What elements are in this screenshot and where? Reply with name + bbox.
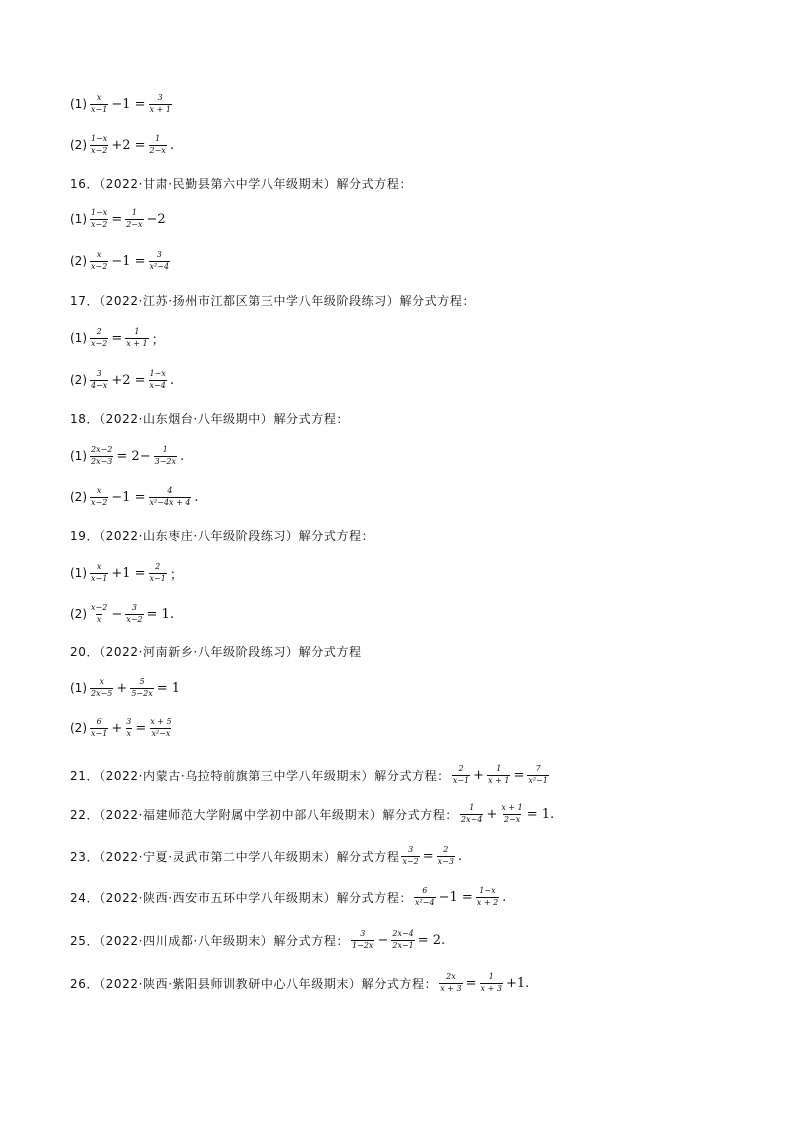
question-text: 22．（2022·福建师范大学附属中学初中部八年级期末）解分式方程：	[70, 807, 459, 822]
part-label: (2)	[70, 721, 87, 735]
fraction-numerator: x	[96, 93, 102, 103]
equation-line	[70, 132, 175, 158]
fraction-numerator: 3	[360, 929, 366, 939]
fraction-denominator: 2−x	[503, 814, 521, 824]
fraction	[149, 251, 171, 271]
fraction-denominator: x²−1	[528, 775, 548, 785]
fraction-numerator: 1	[469, 803, 475, 813]
equation-operator: +	[486, 806, 498, 822]
equation-operator: +2 =	[111, 372, 146, 388]
equation	[88, 328, 166, 348]
equation-operator: =	[111, 330, 123, 346]
fraction-denominator: 2x−5	[91, 688, 113, 698]
equation-line	[70, 675, 181, 701]
equation	[349, 930, 446, 950]
fraction-numerator: x + 5	[150, 717, 172, 727]
fraction	[480, 973, 503, 993]
part-label: (2)	[70, 490, 87, 504]
part-label: (2)	[70, 607, 87, 621]
fraction	[90, 251, 108, 271]
fraction-denominator: x + 1	[126, 338, 148, 348]
fraction-numerator: 3	[157, 93, 163, 103]
fraction-numerator: 6	[422, 886, 428, 896]
equation-operator: −	[377, 932, 389, 948]
fraction	[90, 718, 108, 738]
equation	[437, 973, 530, 993]
fraction	[149, 718, 172, 738]
fraction-numerator: 4	[167, 486, 173, 496]
fraction	[90, 94, 108, 114]
fraction-numerator: 5	[139, 677, 145, 687]
fraction	[476, 887, 499, 907]
question-heading	[70, 522, 374, 548]
fraction	[90, 370, 108, 390]
fraction-denominator: x−2	[91, 219, 108, 229]
equation	[88, 604, 175, 624]
equation-operator: .	[502, 889, 507, 905]
fraction-numerator: 3	[156, 250, 162, 260]
equation-operator: −1 =	[111, 489, 146, 505]
fraction-numerator: 7	[535, 764, 541, 774]
equation-line	[70, 91, 174, 117]
part-label: (1)	[70, 212, 87, 226]
fraction-numerator: x	[96, 562, 102, 572]
equation-operator: =	[111, 211, 123, 227]
fraction-denominator: 2−x	[126, 219, 143, 229]
equation-line	[70, 560, 184, 586]
fraction	[437, 846, 455, 866]
fraction-denominator: 4−x	[91, 380, 108, 390]
equation-operator: = 1.	[526, 806, 555, 822]
fraction-numerator: 1	[162, 445, 168, 455]
equation-operator: =	[513, 767, 525, 783]
fraction-denominator: x	[96, 614, 102, 624]
fraction-denominator: x + 3	[440, 983, 462, 993]
fraction	[487, 765, 510, 785]
equation-line	[70, 715, 175, 741]
fraction-denominator: 2x−4	[461, 814, 483, 824]
part-label: (1)	[70, 449, 87, 463]
fraction-numerator: 1−x	[149, 369, 166, 379]
fraction-denominator: x−1	[91, 728, 108, 738]
question-text: 16．（2022·甘肃·民勤县第六中学八年级期末）解分式方程：	[70, 176, 413, 191]
equation-operator: =	[465, 975, 477, 991]
fraction-numerator: 1	[488, 972, 494, 982]
fraction-denominator: x²−4	[415, 897, 435, 907]
fraction	[527, 765, 549, 785]
equation	[88, 678, 181, 698]
fraction-denominator: 1−2x	[352, 940, 374, 950]
fraction-numerator: 2x−4	[392, 929, 414, 939]
fraction-denominator: x−1	[91, 104, 108, 114]
equation	[88, 135, 175, 155]
fraction-numerator: 2x	[446, 972, 456, 982]
fraction	[452, 765, 470, 785]
equation	[399, 846, 463, 866]
equation-line	[70, 601, 175, 627]
fraction	[125, 328, 148, 348]
equation-line	[70, 484, 200, 510]
question-text: 24．（2022·陕西·西安市五环中学八年级期末）解分式方程：	[70, 890, 413, 905]
fraction	[90, 678, 113, 698]
equation-operator: −1 =	[438, 889, 473, 905]
equation-line	[70, 927, 446, 953]
fraction	[149, 370, 167, 390]
question-text: 23．（2022·宁夏·灵武市第二中学八年级期末）解分式方程	[70, 849, 400, 864]
question-heading	[70, 405, 349, 431]
fraction-numerator: 1	[496, 764, 502, 774]
fraction	[149, 135, 167, 155]
fraction-denominator: 2−x	[149, 145, 166, 155]
equation-operator: +	[111, 720, 123, 736]
fraction-denominator: 3−2x	[154, 456, 177, 466]
equation-operator: −	[111, 606, 123, 622]
fraction	[460, 804, 483, 824]
fraction-numerator: x−2	[91, 603, 108, 613]
fraction-numerator: 1−x	[479, 886, 496, 896]
equation-operator: .	[457, 848, 463, 864]
equation-operator: +1.	[505, 975, 530, 991]
equation-operator: −2	[146, 211, 166, 227]
question-text: 19．（2022·山东枣庄·八年级阶段练习）解分式方程：	[70, 528, 375, 543]
equation	[88, 487, 200, 507]
equation-line	[70, 248, 172, 274]
fraction-denominator: x²−4	[149, 261, 170, 271]
fraction-numerator: x + 1	[501, 803, 523, 813]
question-text: 26．（2022·陕西·紫阳县师训教研中心八年级期末）解分式方程：	[70, 976, 438, 991]
equation-operator: .	[169, 372, 174, 388]
equation	[88, 370, 175, 390]
equation-line	[70, 843, 463, 869]
equation	[88, 563, 184, 583]
question-text: 21．（2022·内蒙古·乌拉特前旗第三中学八年级期末）解分式方程：	[70, 768, 450, 783]
fraction-numerator: 6	[96, 717, 102, 727]
part-label: (1)	[70, 681, 87, 695]
fraction-numerator: 1−x	[91, 134, 108, 144]
fraction-numerator: 2	[458, 764, 464, 774]
equation-operator: ；	[169, 567, 183, 583]
equation	[450, 765, 551, 785]
fraction	[401, 846, 419, 866]
fraction	[149, 563, 167, 583]
fraction	[439, 973, 462, 993]
equation-line	[70, 801, 555, 827]
fraction	[149, 94, 172, 114]
equation-operator: .	[180, 448, 185, 464]
fraction	[125, 604, 143, 624]
equation-operator: +2 =	[111, 137, 146, 153]
question-text: 20．（2022·河南新乡·八年级阶段练习）解分式方程	[70, 644, 362, 659]
part-label: (1)	[70, 566, 87, 580]
equation	[88, 209, 167, 229]
equation-line	[70, 206, 167, 232]
fraction	[130, 678, 153, 698]
fraction-numerator: 3	[126, 717, 132, 727]
fraction-denominator: x	[126, 728, 132, 738]
equation	[412, 887, 507, 907]
equation-operator: +	[116, 680, 128, 696]
fraction	[154, 446, 177, 466]
fraction-numerator: x	[96, 250, 102, 260]
fraction-denominator: x−1	[452, 775, 470, 785]
fraction-numerator: 1	[155, 134, 161, 144]
fraction-denominator: 5−2x	[131, 688, 153, 698]
equation-line	[70, 325, 166, 351]
equation-line	[70, 367, 175, 393]
fraction-numerator: 2	[443, 845, 449, 855]
fraction-numerator: 3	[96, 369, 102, 379]
fraction-denominator: 2x−3	[91, 456, 113, 466]
equation-operator: =	[422, 848, 434, 864]
fraction	[90, 487, 108, 507]
equation	[88, 446, 185, 466]
fraction-denominator: x−2	[126, 614, 143, 624]
fraction-numerator: x	[99, 677, 104, 687]
fraction	[90, 209, 108, 229]
fraction-numerator: 2	[96, 327, 102, 337]
fraction-denominator: x−3	[437, 856, 454, 866]
fraction-denominator: x−2	[402, 856, 419, 866]
fraction-denominator: x−2	[91, 261, 108, 271]
equation-line	[70, 884, 507, 910]
equation-line	[70, 970, 530, 996]
fraction-denominator: x + 2	[476, 897, 499, 907]
fraction-numerator: 2	[155, 562, 161, 572]
fraction-denominator: x−2	[91, 338, 108, 348]
equation-operator: −1 =	[111, 96, 146, 112]
fraction-denominator: 2x−1	[392, 940, 414, 950]
question-heading	[70, 638, 362, 664]
fraction-denominator: x + 3	[480, 983, 502, 993]
fraction-numerator: 3	[131, 603, 137, 613]
equation-operator: +1 =	[111, 565, 146, 581]
fraction	[500, 804, 523, 824]
equation-operator: −1 =	[111, 253, 146, 269]
fraction-denominator: x²−x	[151, 728, 171, 738]
equation	[88, 94, 174, 114]
fraction-denominator: x−1	[149, 573, 166, 583]
equation-operator: = 2−	[116, 448, 151, 464]
fraction-numerator: 1	[131, 208, 137, 218]
equation-operator: = 1	[156, 680, 181, 696]
equation-operator: = 2.	[417, 932, 446, 948]
fraction	[125, 209, 143, 229]
part-label: (2)	[70, 254, 87, 268]
fraction	[90, 446, 113, 466]
equation	[88, 718, 175, 738]
question-heading	[70, 170, 412, 196]
fraction-denominator: x−2	[91, 497, 108, 507]
equation-operator: .	[194, 489, 199, 505]
fraction-denominator: x + 1	[488, 775, 510, 785]
fraction	[351, 930, 374, 950]
fraction-numerator: 2x−2	[91, 445, 113, 455]
equation-line	[70, 443, 185, 469]
fraction-denominator: x−2	[91, 145, 108, 155]
equation	[88, 251, 172, 271]
equation-operator: = 1.	[146, 606, 174, 622]
fraction-denominator: x−1	[91, 573, 108, 583]
equation-operator: ；	[151, 332, 165, 348]
fraction-numerator: 1−x	[91, 208, 108, 218]
equation-line	[70, 762, 551, 788]
fraction	[90, 328, 108, 348]
fraction	[125, 718, 132, 738]
part-label: (2)	[70, 138, 87, 152]
fraction-denominator: x + 1	[149, 104, 171, 114]
fraction	[149, 487, 192, 507]
equation-operator: +	[473, 767, 485, 783]
part-label: (1)	[70, 97, 87, 111]
fraction	[90, 604, 108, 624]
fraction-numerator: x	[96, 486, 102, 496]
fraction	[90, 563, 108, 583]
part-label: (2)	[70, 373, 87, 387]
fraction-denominator: x−4	[149, 380, 166, 390]
question-text: 17．（2022·江苏·扬州市江都区第三中学八年级阶段练习）解分式方程：	[70, 293, 476, 308]
fraction	[414, 887, 436, 907]
equation-operator: =	[135, 720, 147, 736]
equation-operator: .	[169, 137, 174, 153]
question-text: 18．（2022·山东烟台·八年级期中）解分式方程：	[70, 411, 350, 426]
fraction-numerator: 1	[134, 327, 140, 337]
fraction	[90, 135, 108, 155]
fraction-numerator: 3	[408, 845, 414, 855]
fraction	[391, 930, 414, 950]
fraction-denominator: x²−4x + 4	[149, 497, 191, 507]
question-text: 25．（2022·四川成都·八年级期末）解分式方程：	[70, 933, 350, 948]
part-label: (1)	[70, 331, 87, 345]
question-heading	[70, 287, 475, 313]
equation	[458, 804, 555, 824]
